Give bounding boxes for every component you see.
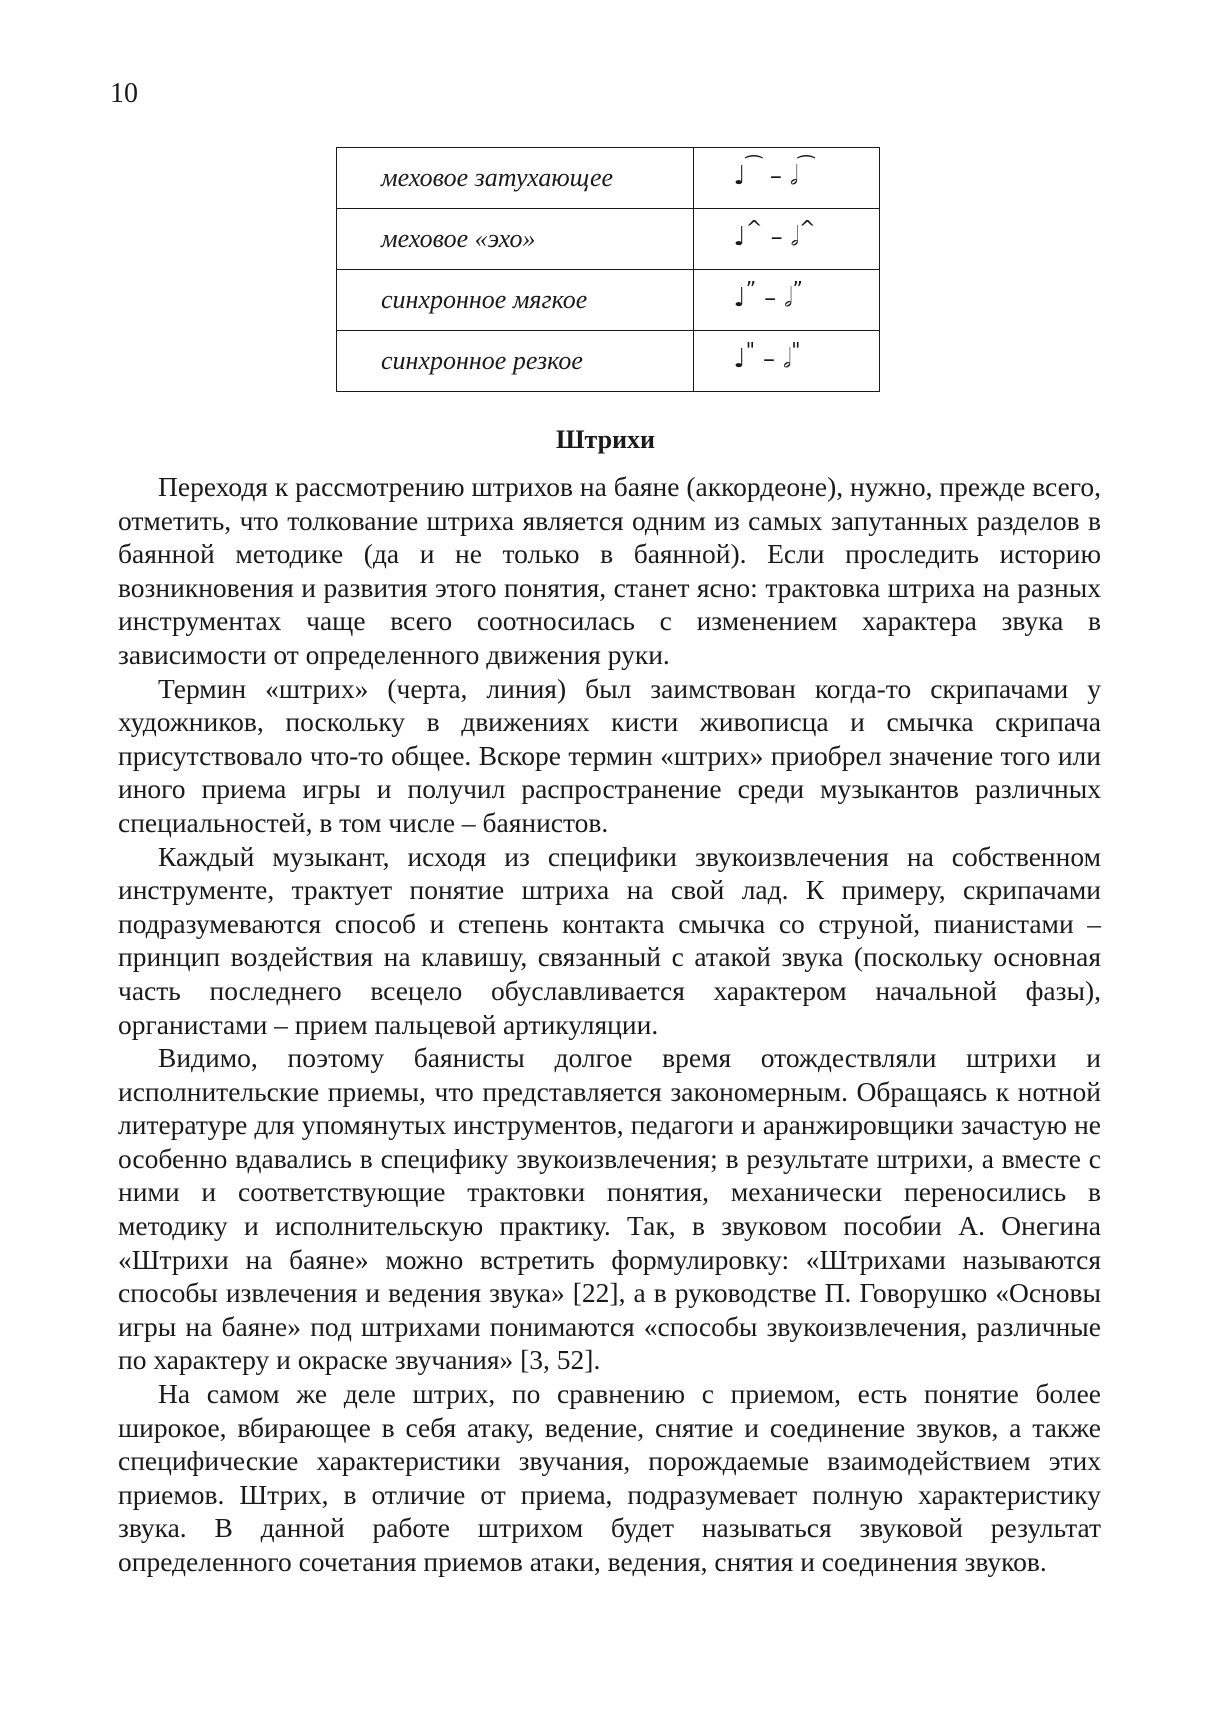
stroke-name: синхронное резкое: [337, 331, 694, 392]
half-note-icon: 𝅗𝅥: [790, 221, 799, 252]
dash: –: [764, 283, 777, 312]
section-title: Штрихи: [555, 425, 656, 454]
stroke-notation: [693, 209, 879, 270]
accent-mark-icon: ^: [745, 215, 763, 240]
strokes-table: [336, 147, 880, 392]
stroke-notation: [693, 270, 879, 331]
notation-symbols: [733, 337, 801, 375]
accent-mark-icon: ^: [798, 215, 816, 240]
notation-symbols: [733, 154, 815, 192]
dash: –: [763, 344, 775, 373]
half-note-icon: 𝅗𝅥: [783, 343, 792, 374]
page-number: 10: [110, 78, 138, 109]
caesura-mark-icon: ": [745, 337, 755, 362]
paragraph: Видимо, поэтому баянисты долгое время отождествляли штрихи и исполнительские приемы, что представляется закономерным. Обращаясь к нотной литературе для упомянутых инструментов, педагоги и аранжировщики зачастую не особенно вдавались в специфику звукоизвлечения; в результате штрихи, а вместе с ними и соответствующие трактовки понятия, механически переносились в методику и исполнительскую практику. Так, в звуковом пособии А. Онегина «Штрихи на баяне» можно встретить формулировку: «Штрихами называются способы извлечения и ведения звука» [22], а в руководстве П. Говорушко «Основы игры на баяне» под штрихами понимаются «способы звукоизвлечения, различные по характеру и окраске звучания» [3, 52].: [118, 1042, 1101, 1376]
stroke-notation: [693, 331, 879, 392]
paragraph: Переходя к рассмотрению штрихов на баяне (аккордеоне), нужно, прежде всего, отметить, что толкование штриха является одним из самых запутанных разделов в баянной методике (да и не только в баянной). Если проследить историю возникновения и развития этого понятия, станет ясно: трактовка штриха на разных инструментах чаще всего соотносилась с изменением характера звука в зависимости от определенного движения руки.: [118, 471, 1101, 670]
paragraph: Термин «штрих» (черта, линия) был заимствован когда-то скрипачами у художников, поскольку в движениях кисти живописца и смычка скрипача присутствовало что-то общее. Вскоре термин «штрих» приобрел значение того или иного приема игры и получил распространение среди музыкантов различных специальностей, в том числе – баянистов.: [118, 672, 1101, 838]
half-note-icon: 𝅗𝅥: [789, 160, 799, 191]
table-row: [337, 148, 880, 209]
notation-symbols: [733, 276, 803, 314]
slur-mark-icon: ⁀: [798, 154, 815, 179]
quarter-note-icon: ♩: [733, 282, 746, 313]
notation-symbols: [733, 215, 816, 253]
paragraph: Каждый музыкант, исходя из специфики звукоизвлечения на собственном инструменте, трактует понятие штриха на свой лад. К примеру, скрипачами подразумеваются способ и степень контакта смычка со струной, пианистами – принцип воздействия на клавишу, связанный с атакой звука (поскольку основная часть последнего всецело обуславливается характером начальной фазы), органистами – прием пальцевой артикуляции.: [118, 840, 1101, 1040]
quarter-note-icon: ♩: [733, 221, 746, 252]
stroke-name: меховое затухающее: [337, 148, 694, 209]
stroke-name: синхронное мягкое: [337, 270, 694, 331]
table-row: [337, 331, 880, 392]
table-row: [337, 270, 880, 331]
paragraph: На самом же деле штрих, по сравнению с приемом, есть понятие более широкое, вбирающее в себя атаку, ведение, снятие и соединение звуков, а также специфические характеристики звучания, порождаемые взаимодействием этих приемов. Штрих, в отличие от приема, подразумевает полную характеристику звука. В данной работе штрихом будет называться звуковой результат определенного сочетания приемов атаки, ведения, снятия и соединения звуков.: [118, 1378, 1101, 1577]
half-note-icon: 𝅗𝅥: [784, 282, 793, 313]
caesura-mark-icon: ": [791, 337, 801, 362]
dash: –: [769, 161, 782, 190]
body-text: [118, 470, 1101, 1579]
quarter-note-icon: ♩: [733, 160, 746, 191]
stroke-name: меховое «эхо»: [337, 209, 694, 270]
table-row: [337, 209, 880, 270]
slur-mark-icon: ⁀: [745, 154, 762, 179]
quarter-note-icon: ♩: [733, 343, 746, 374]
breath-mark-icon: ”: [745, 276, 757, 301]
breath-mark-icon: ”: [792, 276, 803, 301]
dash: –: [770, 222, 783, 251]
stroke-notation: [693, 148, 879, 209]
